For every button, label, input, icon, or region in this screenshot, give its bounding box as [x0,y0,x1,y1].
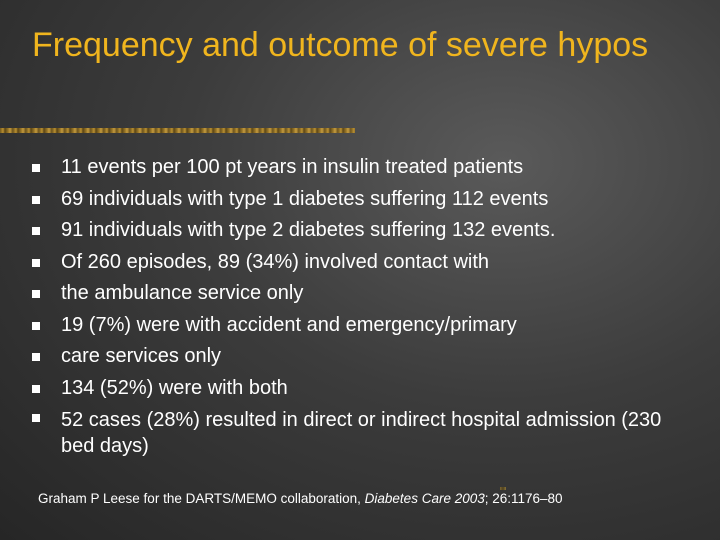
bullet-list [32,152,692,461]
square-bullet-icon [32,385,40,393]
square-bullet-icon [32,414,40,422]
bullet-text: 19 (7%) were with accident and emergency/primary [61,313,517,336]
square-bullet-icon [32,353,40,361]
square-bullet-icon [32,164,40,172]
citation [38,490,563,508]
bullet-item [32,184,692,216]
citation-details: ; 26:1176–80 [484,491,563,506]
bullet-item [32,341,692,373]
bullet-item [32,247,692,279]
citation-authors: Graham P Leese for the DARTS/MEMO collaboration, [38,491,365,506]
bullet-item [32,152,692,184]
title-divider [0,128,355,133]
slide-title: Frequency and outcome of severe hypos [32,26,649,64]
bullet-text: 91 individuals with type 2 diabetes suffering 132 events. [61,219,556,241]
square-bullet-icon [32,196,40,204]
bullet-item [32,278,692,310]
bullet-item [32,373,692,405]
bullet-text: 69 individuals with type 1 diabetes suffering 112 events [61,187,549,210]
square-bullet-icon [32,290,40,298]
bullet-item [32,310,692,342]
square-bullet-icon [32,322,40,330]
bullet-text: care services only [61,345,222,367]
bullet-text: 52 cases (28%) resulted in direct or indirect hospital admission (230 bed days) [61,409,662,457]
bullet-text: 11 events per 100 pt years in insulin treated patients [61,156,524,178]
citation-journal: Diabetes Care 2003 [364,491,485,506]
square-bullet-icon [32,259,40,267]
square-bullet-icon [32,227,40,235]
bullet-text: the ambulance service only [61,282,304,304]
bullet-text: Of 260 episodes, 89 (34%) involved contact with [61,250,490,273]
bullet-item [32,404,692,461]
bullet-text: 134 (52%) were with both [61,376,288,399]
bullet-item [32,215,692,247]
